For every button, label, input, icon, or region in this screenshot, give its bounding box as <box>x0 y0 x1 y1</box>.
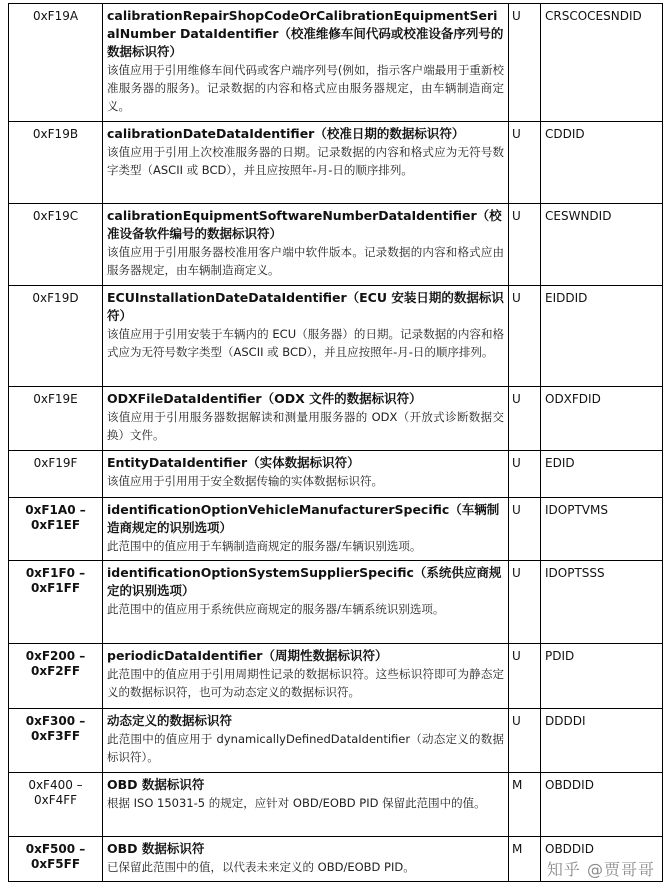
table-row <box>9 387 663 451</box>
table-row <box>9 498 663 561</box>
usage-code: U <box>509 204 541 286</box>
identifier-name: OBD 数据标识符 <box>107 777 205 792</box>
description-cell <box>103 204 509 286</box>
identifier-range: 0xF400 – 0xF4FF <box>9 773 103 837</box>
identifier-range: 0xF1A0 – 0xF1EF <box>9 498 103 561</box>
mnemonic: OBDDID <box>541 837 663 882</box>
usage-code: U <box>509 498 541 561</box>
data-identifier-table <box>8 3 663 882</box>
usage-code: U <box>509 286 541 387</box>
usage-code: M <box>509 773 541 837</box>
table-row <box>9 286 663 387</box>
identifier-description: 根据 ISO 15031-5 的规定，应针对 OBD/EOBD PID 保留此范围中的值。 <box>107 796 486 810</box>
identifier-description: 已保留此范围中的值，以代表未来定义的 OBD/EOBD PID。 <box>107 860 415 874</box>
description-cell <box>103 387 509 451</box>
description-cell <box>103 773 509 837</box>
identifier-range: 0xF500 – 0xF5FF <box>9 837 103 882</box>
watermark-text: 知乎 @贾哥哥 <box>545 857 657 880</box>
description-cell <box>103 561 509 644</box>
description-cell <box>103 498 509 561</box>
identifier-name: ECUInstallationDateDataIdentifier（ECU 安装日期的数据标识符） <box>107 290 504 323</box>
mnemonic: CRSCOCESNDID <box>541 4 663 122</box>
table-row <box>9 451 663 498</box>
identifier-description: 此范围中的值应用于车辆制造商规定的服务器/车辆识别选项。 <box>107 539 422 553</box>
identifier-value: 0xF19A <box>9 4 103 122</box>
usage-code: M <box>509 837 541 882</box>
mnemonic: EDID <box>541 451 663 498</box>
usage-code: U <box>509 644 541 709</box>
identifier-range: 0xF200 – 0xF2FF <box>9 644 103 709</box>
identifier-name: identificationOptionVehicleManufacturerSpecific（车辆制造商规定的识别选项） <box>107 502 500 535</box>
identifier-name: ODXFileDataIdentifier（ODX 文件的数据标识符） <box>107 391 422 406</box>
description-cell <box>103 286 509 387</box>
usage-code: U <box>509 451 541 498</box>
mnemonic: IDOPTSSS <box>541 561 663 644</box>
mnemonic: EIDDID <box>541 286 663 387</box>
table-row <box>9 204 663 286</box>
mnemonic: PDID <box>541 644 663 709</box>
identifier-name: calibrationRepairShopCodeOrCalibrationEquipmentSerialNumber DataIdentifier（校准维修车间代码或校准设备序列号的数据标识符） <box>107 8 504 59</box>
identifier-description: 该值应用于引用维修车间代码或客户端序列号(例如，指示客户端最用于重新校准服务器的服务)。记录数据的内容和格式应由服务器规定，由车辆制造商定义。 <box>107 63 504 113</box>
description-cell <box>103 644 509 709</box>
usage-code: U <box>509 709 541 773</box>
mnemonic: CDDID <box>541 122 663 204</box>
identifier-range: 0xF1F0 – 0xF1FF <box>9 561 103 644</box>
table-row <box>9 644 663 709</box>
mnemonic: OBDDID <box>541 773 663 837</box>
identifier-value: 0xF19E <box>9 387 103 451</box>
mnemonic: CESWNDID <box>541 204 663 286</box>
usage-code: U <box>509 122 541 204</box>
mnemonic: IDOPTVMS <box>541 498 663 561</box>
identifier-name: OBD 数据标识符 <box>107 841 205 856</box>
mnemonic: DDDDI <box>541 709 663 773</box>
usage-code: U <box>509 387 541 451</box>
description-cell <box>103 122 509 204</box>
identifier-description: 该值应用于引用用于安全数据传输的实体数据标识符。 <box>107 474 383 488</box>
identifier-name: calibrationDateDataIdentifier（校准日期的数据标识符） <box>107 126 465 141</box>
identifier-description: 该值应用于引用服务器数据解读和测量用服务器的 ODX（开放式诊断数据交换）文件。 <box>107 410 504 442</box>
identifier-name: identificationOptionSystemSupplierSpecific（系统供应商规定的识别选项） <box>107 565 502 598</box>
identifier-description: 该值应用于引用上次校准服务器的日期。记录数据的内容和格式应为无符号数字类型（ASCII 或 BCD），并且应按照年-月-日的顺序排列。 <box>107 145 504 177</box>
identifier-value: 0xF19C <box>9 204 103 286</box>
identifier-name: 动态定义的数据标识符 <box>107 713 233 728</box>
table-row <box>9 561 663 644</box>
identifier-description: 该值应用于引用服务器校准用客户端中软件版本。记录数据的内容和格式应由服务器规定，由车辆制造商定义。 <box>107 245 504 277</box>
identifier-value: 0xF19F <box>9 451 103 498</box>
description-cell <box>103 837 509 882</box>
identifier-description: 此范围中的值应用于引用周期性记录的数据标识符。这些标识符即可为静态定义的数据标识符，也可为动态定义的数据标识符。 <box>107 667 504 699</box>
identifier-description: 此范围中的值应用于 dynamicallyDefinedDataIdentifier（动态定义的数据标识符）。 <box>107 732 504 764</box>
identifier-name: periodicDataIdentifier（周期性数据标识符） <box>107 648 388 663</box>
table-row <box>9 709 663 773</box>
description-cell <box>103 451 509 498</box>
table-row <box>9 122 663 204</box>
usage-code: U <box>509 4 541 122</box>
mnemonic: ODXFDID <box>541 387 663 451</box>
table-row <box>9 773 663 837</box>
identifier-name: calibrationEquipmentSoftwareNumberDataIdentifier（校准设备软件编号的数据标识符） <box>107 208 502 241</box>
identifier-range: 0xF300 – 0xF3FF <box>9 709 103 773</box>
description-cell <box>103 4 509 122</box>
identifier-name: EntityDataIdentifier（实体数据标识符） <box>107 455 360 470</box>
identifier-description: 该值应用于引用安装于车辆内的 ECU（服务器）的日期。记录数据的内容和格式应为无符号数字类型（ASCII 或 BCD），并且应按照年-月-日的顺序排列。 <box>107 327 504 359</box>
description-cell <box>103 709 509 773</box>
usage-code: U <box>509 561 541 644</box>
identifier-description: 此范围中的值应用于系统供应商规定的服务器/车辆系统识别选项。 <box>107 602 445 616</box>
identifier-value: 0xF19B <box>9 122 103 204</box>
identifier-value: 0xF19D <box>9 286 103 387</box>
table-row <box>9 4 663 122</box>
